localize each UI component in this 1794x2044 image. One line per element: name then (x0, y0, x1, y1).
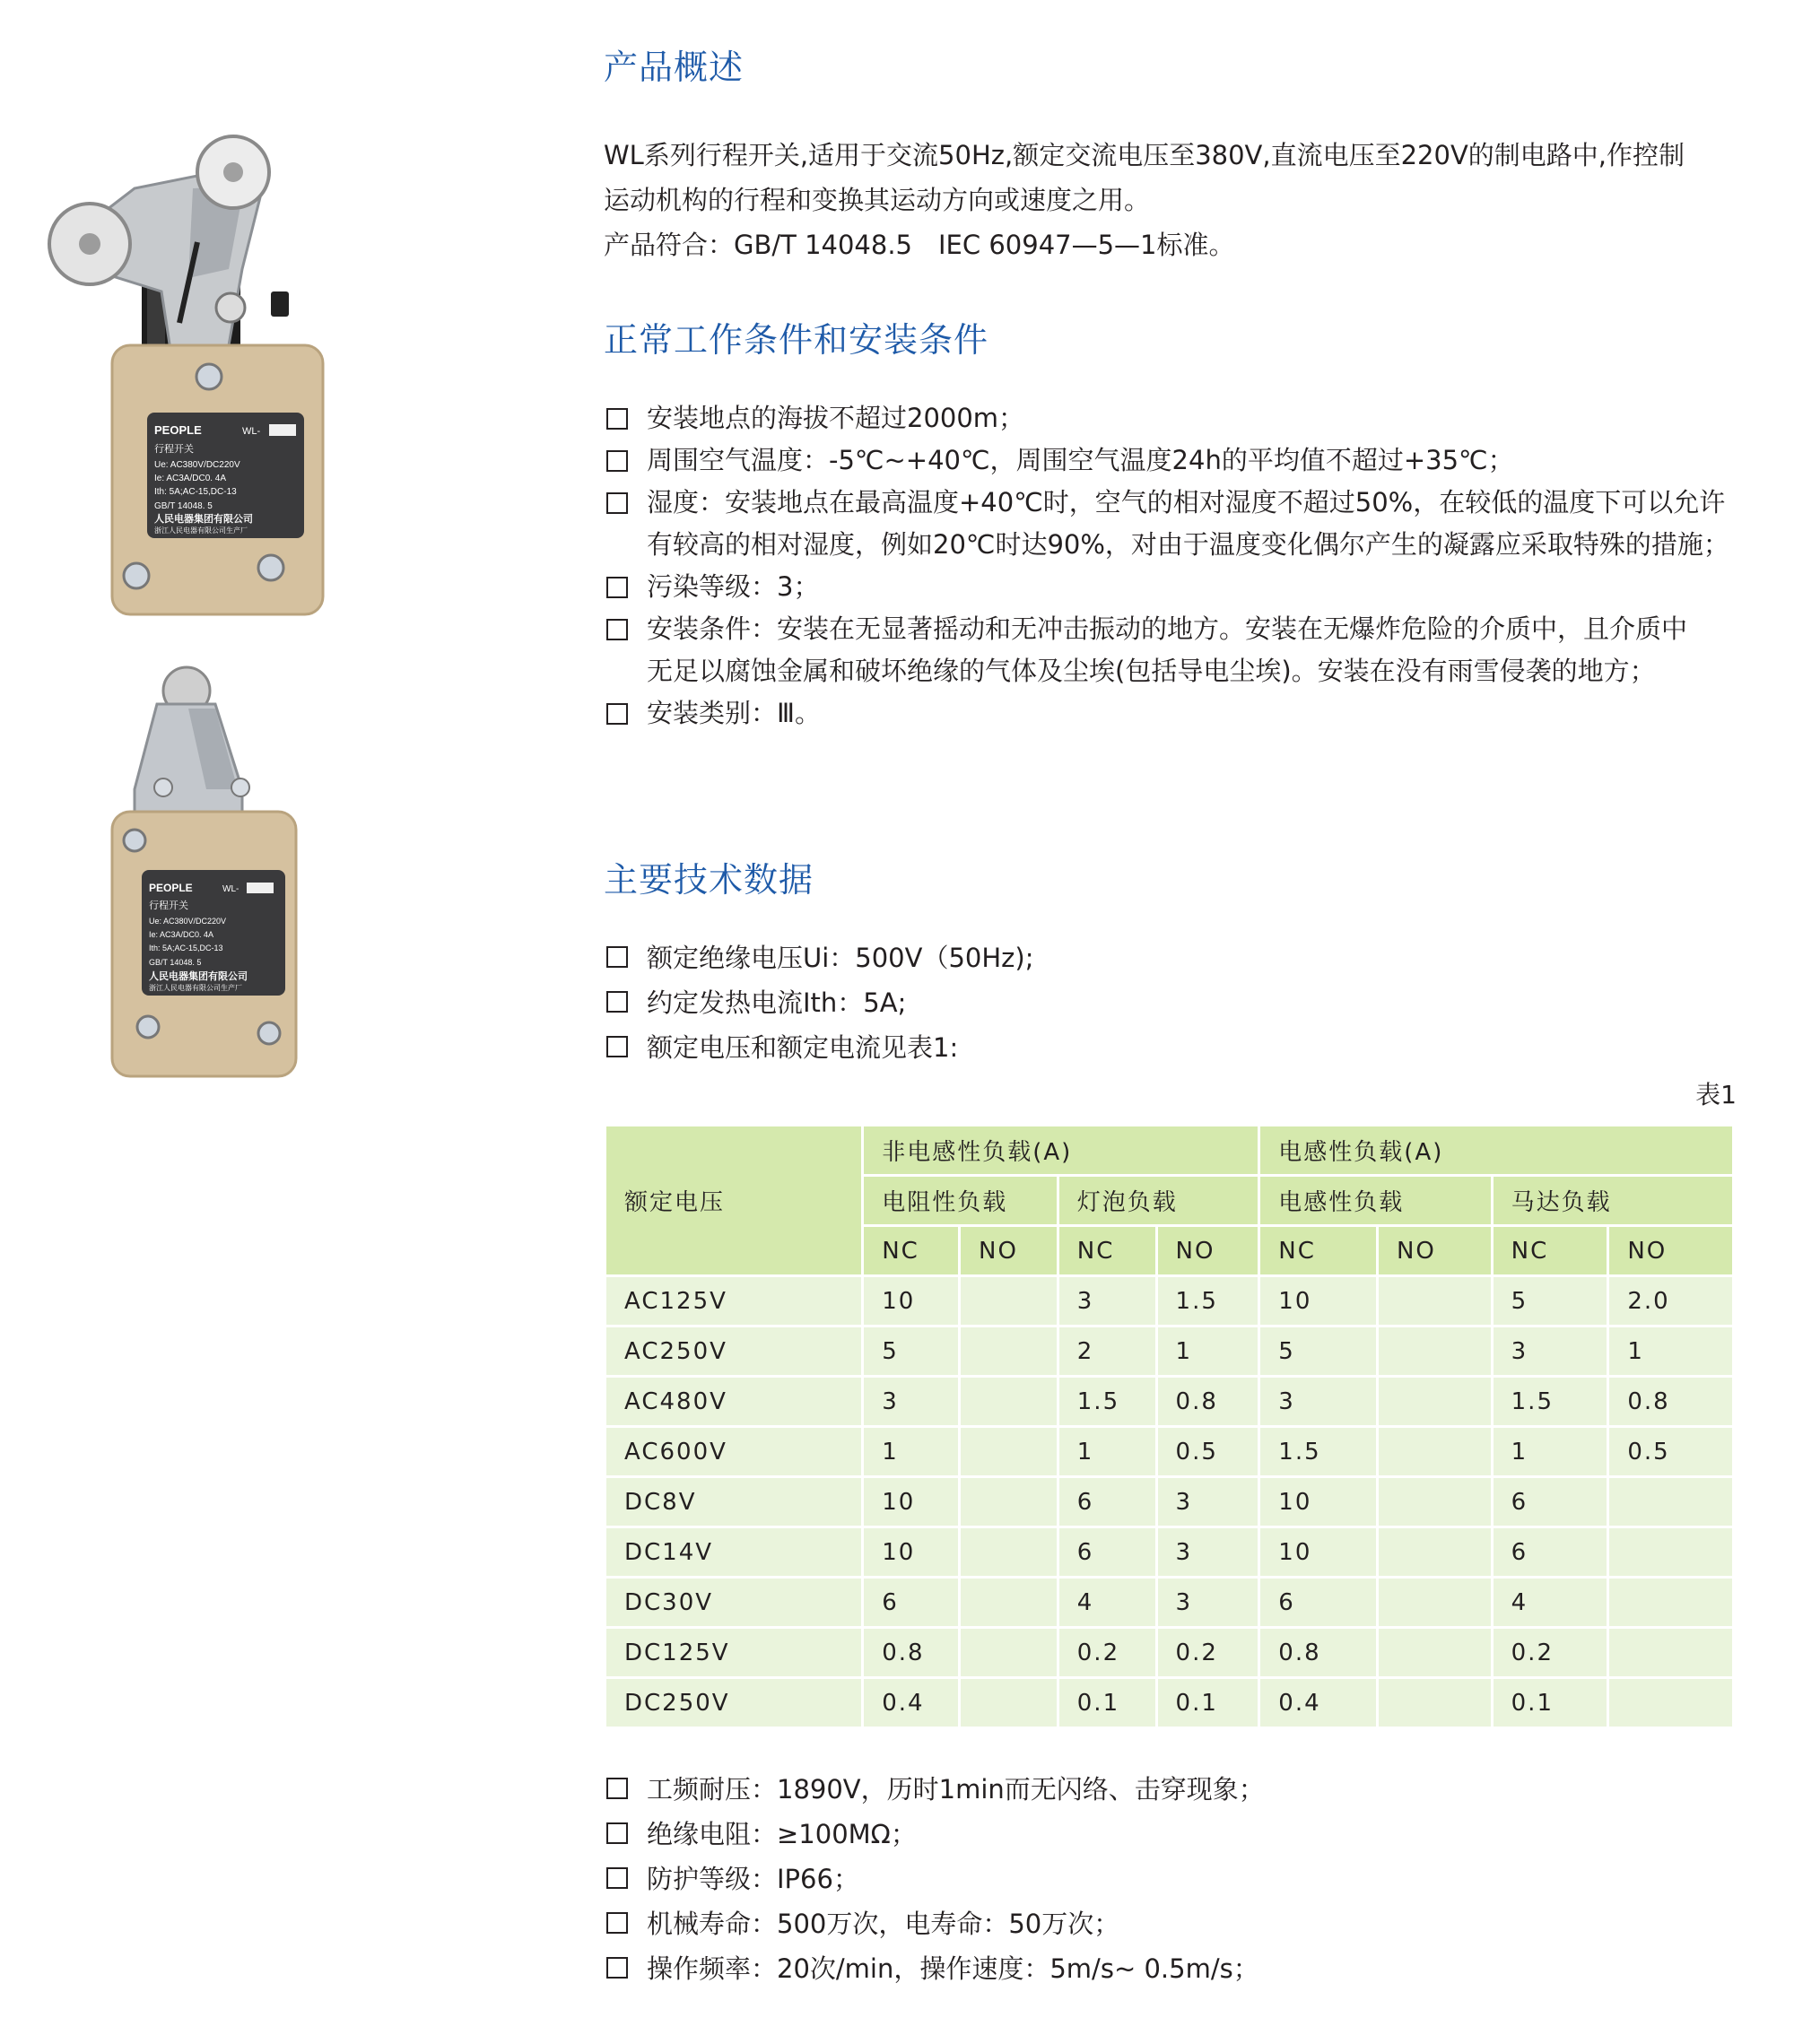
header-lamp: 灯泡负载 (1058, 1176, 1259, 1226)
header-contact: NC (1492, 1226, 1608, 1276)
header-rated-voltage: 额定电压 (605, 1126, 863, 1276)
table-cell: 5 (1492, 1276, 1608, 1326)
list-item: 工频耐压：1890V，历时1min而无闪络、击穿现象； (604, 1767, 1265, 1812)
table-cell: 0.1 (1058, 1678, 1156, 1728)
table-cell: 1.5 (1259, 1427, 1378, 1477)
plate-name: 行程开关 (149, 900, 188, 911)
table-cell: 10 (863, 1477, 960, 1527)
table-cell (1377, 1326, 1492, 1377)
table-cell: 1 (1492, 1427, 1608, 1477)
table-cell (1608, 1628, 1734, 1678)
table-cell (960, 1377, 1058, 1427)
table-row (605, 1326, 1734, 1377)
table-cell: 3 (863, 1377, 960, 1427)
table-cell: 0.1 (1156, 1678, 1259, 1728)
row-voltage-cell: DC8V (605, 1477, 863, 1527)
table-cell: 2.0 (1608, 1276, 1734, 1326)
plate-brand: PEOPLE (154, 423, 202, 437)
checkbox-square-icon (606, 408, 628, 430)
header-motor: 马达负载 (1492, 1176, 1733, 1226)
row-voltage-cell: DC125V (605, 1628, 863, 1678)
table-cell: 10 (863, 1527, 960, 1578)
list-item: 污染等级：3； (604, 566, 1729, 608)
header-inductive-load: 电感性负载 (1259, 1176, 1492, 1226)
list-item: 额定电压和额定电流见表1: (604, 1025, 1034, 1070)
table-cell: 4 (1058, 1578, 1156, 1628)
table-row (605, 1628, 1734, 1678)
list-item: 约定发热电流Ith：5A; (604, 980, 1034, 1025)
table-cell: 10 (1259, 1527, 1378, 1578)
table-cell: 1.5 (1492, 1377, 1608, 1427)
overview-line: 运动机构的行程和变换其运动方向或速度之用。 (604, 185, 1151, 215)
table-cell: 0.2 (1058, 1628, 1156, 1678)
checkbox-square-icon (606, 619, 628, 640)
list-item: 湿度：安装地点在最高温度+40℃时，空气的相对湿度不超过50%，在较低的温度下可以允许 有较高的相对湿度，例如20℃时达90%，对由于温度变化偶尔产生的凝露应采取特殊的措施； (604, 482, 1729, 566)
table-cell: 3 (1058, 1276, 1156, 1326)
plate-maker: 浙江人民电器有限公司生产厂 (154, 526, 248, 535)
table-cell (960, 1477, 1058, 1527)
checkbox-square-icon (606, 492, 628, 514)
table-cell: 4 (1492, 1578, 1608, 1628)
table-cell: 1.5 (1058, 1377, 1156, 1427)
plate-model: WL- (222, 884, 239, 894)
plate-name: 行程开关 (154, 443, 194, 455)
table-cell (1608, 1678, 1734, 1728)
list-item: 安装类别：Ⅲ。 (604, 692, 1729, 735)
header-non-inductive: 非电感性负载(A) (863, 1126, 1259, 1176)
table-cell: 0.2 (1156, 1628, 1259, 1678)
table-cell: 0.4 (1259, 1678, 1378, 1728)
conditions-list (604, 397, 1729, 735)
table-cell: 3 (1156, 1578, 1259, 1628)
checkbox-square-icon (606, 1957, 628, 1979)
checkbox-square-icon (606, 1822, 628, 1844)
table-cell: 6 (1492, 1527, 1608, 1578)
list-item: 防护等级：IP66； (604, 1857, 1265, 1901)
table-cell: 1.5 (1156, 1276, 1259, 1326)
plate-ue: Ue: AC380V/DC220V (154, 460, 240, 470)
row-voltage-cell: AC480V (605, 1377, 863, 1427)
list-item: 机械寿命：500万次，电寿命：50万次； (604, 1901, 1265, 1946)
header-resistive: 电阻性负载 (863, 1176, 1058, 1226)
table-cell (1377, 1527, 1492, 1578)
table-cell: 0.4 (863, 1678, 960, 1728)
table-cell: 6 (1259, 1578, 1378, 1628)
checkbox-square-icon (606, 1912, 628, 1934)
plate-ie: Ie: AC3A/DC0. 4A (149, 930, 214, 939)
table-cell: 0.5 (1608, 1427, 1734, 1477)
table-row (605, 1377, 1734, 1427)
table-cell: 1 (863, 1427, 960, 1477)
tech-list (604, 935, 1034, 1070)
overview-line: 产品符合：GB/T 14048.5 IEC 60947—5—1标准。 (604, 230, 1235, 260)
plate-ith: Ith: 5A;AC-15,DC-13 (154, 487, 237, 497)
table-cell (960, 1678, 1058, 1728)
list-item: 安装条件：安装在无显著摇动和无冲击振动的地方。安装在无爆炸危险的介质中，且介质中 无足以腐蚀金属和破坏绝缘的气体及尘埃(包括导电尘埃)。安装在没有雨雪侵袭的地方； (604, 608, 1729, 692)
overview-text (604, 133, 1761, 267)
checkbox-square-icon (606, 450, 628, 472)
checkbox-square-icon (606, 1036, 628, 1057)
table-cell: 3 (1156, 1477, 1259, 1527)
table-cell: 10 (1259, 1477, 1378, 1527)
plate-maker: 浙江人民电器有限公司生产厂 (149, 984, 242, 992)
table-row (605, 1578, 1734, 1628)
table-cell: 0.5 (1156, 1427, 1259, 1477)
table-cell (1377, 1477, 1492, 1527)
plate-ie: Ie: AC3A/DC0. 4A (154, 474, 227, 483)
table-row (605, 1477, 1734, 1527)
table-cell: 0.8 (863, 1628, 960, 1678)
plate-standard: GB/T 14048. 5 (149, 958, 202, 967)
table-cell (1608, 1578, 1734, 1628)
table-cell (1377, 1276, 1492, 1326)
table-cell: 0.8 (1259, 1628, 1378, 1678)
plate-company: 人民电器集团有限公司 (149, 970, 248, 982)
checkbox-square-icon (606, 1867, 628, 1889)
list-item: 绝缘电阻：≥100MΩ； (604, 1812, 1265, 1857)
table-cell: 3 (1259, 1377, 1378, 1427)
checkbox-square-icon (606, 991, 628, 1013)
table-cell: 5 (1259, 1326, 1378, 1377)
table-cell (1377, 1377, 1492, 1427)
table-cell (1377, 1678, 1492, 1728)
table-cell: 1 (1608, 1326, 1734, 1377)
header-contact: NC (863, 1226, 960, 1276)
table-cell: 6 (1058, 1527, 1156, 1578)
table-cell: 6 (1492, 1477, 1608, 1527)
header-inductive: 电感性负载(A) (1259, 1126, 1734, 1176)
table-cell (960, 1628, 1058, 1678)
list-item: 额定绝缘电压Ui：500V（50Hz); (604, 935, 1034, 980)
plate-company: 人民电器集团有限公司 (154, 513, 253, 525)
table-cell (960, 1276, 1058, 1326)
overview-line: WL系列行程开关,适用于交流50Hz,额定交流电压至380V,直流电压至220V的制电路中,作控制 (604, 140, 1685, 170)
table-cell: 10 (1259, 1276, 1378, 1326)
header-contact: NO (1608, 1226, 1734, 1276)
table-row (605, 1527, 1734, 1578)
table-cell: 1 (1058, 1427, 1156, 1477)
row-voltage-cell: DC14V (605, 1527, 863, 1578)
header-contact: NO (1156, 1226, 1259, 1276)
header-contact: NO (960, 1226, 1058, 1276)
plate-brand: PEOPLE (149, 882, 193, 894)
header-contact: NC (1058, 1226, 1156, 1276)
checkbox-square-icon (606, 946, 628, 968)
list-item: 操作频率：20次/min，操作速度：5m/s~ 0.5m/s； (604, 1946, 1265, 1991)
table-row (605, 1678, 1734, 1728)
section-title-tech: 主要技术数据 (604, 860, 814, 900)
table-cell: 3 (1156, 1527, 1259, 1578)
row-voltage-cell: DC250V (605, 1678, 863, 1728)
table-cell: 0.2 (1492, 1628, 1608, 1678)
table-cell (960, 1527, 1058, 1578)
row-voltage-cell: AC250V (605, 1326, 863, 1377)
rated-current-table (604, 1124, 1735, 1729)
table-cell (960, 1578, 1058, 1628)
list-item: 安装地点的海拔不超过2000m； (604, 397, 1729, 439)
table-cell: 2 (1058, 1326, 1156, 1377)
checkbox-square-icon (606, 577, 628, 598)
table-body (605, 1276, 1734, 1728)
header-contact: NO (1377, 1226, 1492, 1276)
table-cell: 6 (863, 1578, 960, 1628)
table-row (605, 1276, 1734, 1326)
table-cell: 0.8 (1156, 1377, 1259, 1427)
table-caption: 表1 (1695, 1080, 1737, 1109)
table-cell (1377, 1578, 1492, 1628)
table-cell (960, 1326, 1058, 1377)
section-title-conditions: 正常工作条件和安装条件 (604, 320, 989, 360)
plate-model: WL- (242, 426, 261, 437)
table-cell: 0.1 (1492, 1678, 1608, 1728)
product-photo-plunger-roller (108, 664, 305, 1085)
plate-ith: Ith: 5A;AC-15,DC-13 (149, 944, 223, 952)
section-title-overview: 产品概述 (604, 48, 745, 87)
list-item: 周围空气温度：-5℃~+40℃，周围空气温度24h的平均值不超过+35℃； (604, 439, 1729, 482)
product-photo-lever-roller (36, 135, 341, 628)
plate-ue: Ue: AC380V/DC220V (149, 917, 227, 926)
table-cell: 5 (863, 1326, 960, 1377)
table-cell: 6 (1058, 1477, 1156, 1527)
tech-list-after (604, 1767, 1265, 1991)
plate-standard: GB/T 14048. 5 (154, 501, 213, 511)
table-cell (1377, 1427, 1492, 1477)
table-cell (1377, 1628, 1492, 1678)
row-voltage-cell: AC125V (605, 1276, 863, 1326)
table-cell: 1 (1156, 1326, 1259, 1377)
table-cell (1608, 1527, 1734, 1578)
table-cell: 10 (863, 1276, 960, 1326)
checkbox-square-icon (606, 703, 628, 725)
table-cell (960, 1427, 1058, 1477)
checkbox-square-icon (606, 1778, 628, 1799)
header-contact: NC (1259, 1226, 1378, 1276)
table-cell: 0.8 (1608, 1377, 1734, 1427)
table-row (605, 1427, 1734, 1477)
table-cell: 3 (1492, 1326, 1608, 1377)
row-voltage-cell: AC600V (605, 1427, 863, 1477)
table-cell (1608, 1477, 1734, 1527)
row-voltage-cell: DC30V (605, 1578, 863, 1628)
